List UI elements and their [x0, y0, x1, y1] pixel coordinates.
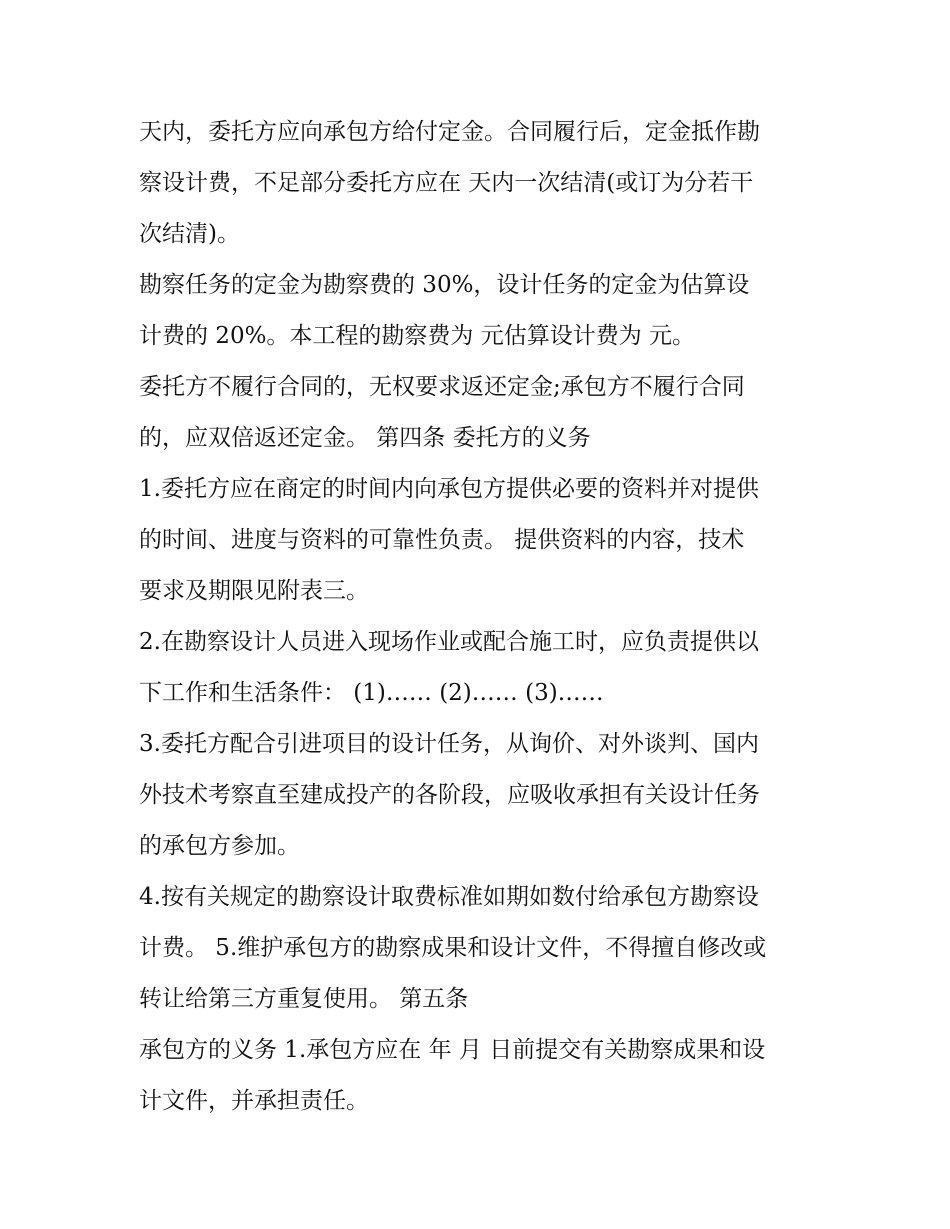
text-line: 勘察任务的定金为勘察费的 30%，设计任务的定金为估算设 [139, 272, 750, 298]
text-line: 次结清)。 [139, 221, 240, 247]
text-line: 察设计费，不足部分委托方应在 天内一次结清(或订为分若干 [139, 170, 754, 196]
text-line: 的时间、进度与资料的可靠性负责。 提供资料的内容，技术 [139, 527, 745, 553]
text-line: 天内，委托方应向承包方给付定金。合同履行后，定金抵作勘 [139, 119, 760, 145]
text-line: 的承包方参加。 [139, 833, 300, 859]
text-line: 计费。 5.维护承包方的勘察成果和设计文件，不得擅自修改或 [139, 935, 767, 961]
text-line: 的，应双倍返还定金。 第四条 委托方的义务 [139, 425, 591, 451]
text-line: 2.在勘察设计人员进入现场作业或配合施工时，应负责提供以 [139, 629, 759, 655]
text-line: 承包方的义务 1.承包方应在 年 月 日前提交有关勘察成果和设 [139, 1037, 766, 1063]
text-line: 要求及期限见附表三。 [139, 578, 369, 604]
text-line: 委托方不履行合同的，无权要求返还定金;承包方不履行合同 [139, 374, 745, 400]
document-body [139, 107, 819, 1127]
text-line: 计费的 20%。本工程的勘察费为 元估算设计费为 元。 [139, 323, 696, 349]
text-line: 计文件，并承担责任。 [139, 1088, 369, 1114]
text-line: 4.按有关规定的勘察设计取费标准如期如数付给承包方勘察设 [139, 884, 759, 910]
text-line: 外技术考察直至建成投产的各阶段，应吸收承担有关设计任务 [139, 782, 760, 808]
text-line: 3.委托方配合引进项目的设计任务，从询价、对外谈判、国内 [139, 731, 759, 757]
text-line: 转让给第三方重复使用。 第五条 [139, 986, 469, 1012]
text-line: 1.委托方应在商定的时间内向承包方提供必要的资料并对提供 [139, 476, 759, 502]
text-line: 下工作和生活条件： (1)…… (2)…… (3)…… [139, 680, 604, 706]
